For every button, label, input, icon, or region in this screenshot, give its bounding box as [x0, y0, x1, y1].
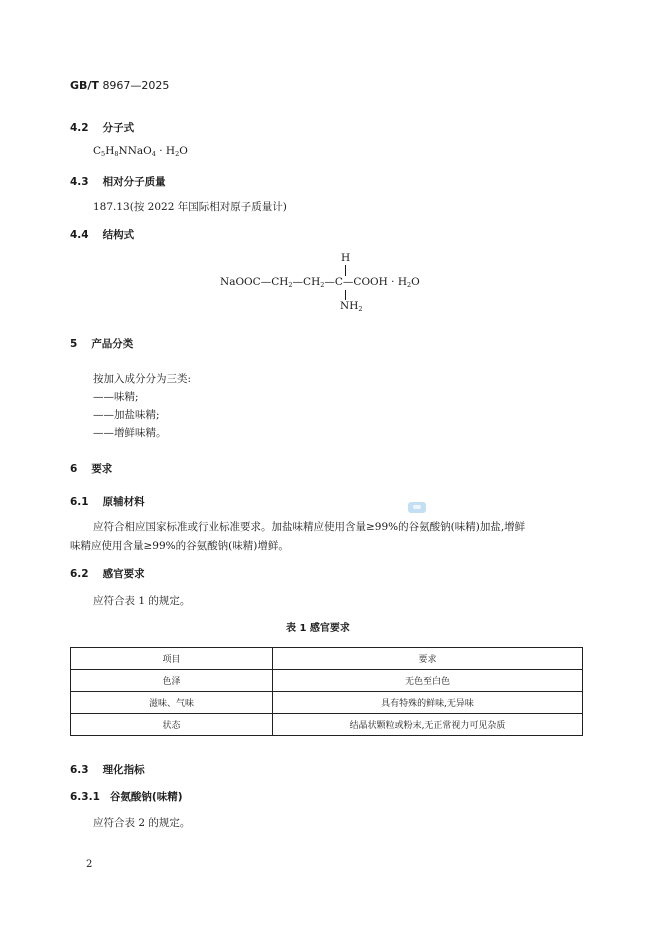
table-cell: 色泽	[71, 670, 273, 692]
raw-material-text-line2: 味精应使用含量≥99%的谷氨酸钠(味精)增鲜。	[70, 540, 289, 552]
table-cell: 无色至白色	[273, 670, 583, 692]
raw-material-text-line1: 应符合相应国家标准或行业标准要求。加盐味精应使用含量≥99%的谷氨酸钠(味精)加盐,增鲜	[93, 521, 526, 533]
table-row	[71, 670, 583, 692]
sensory-requirements-table	[70, 647, 583, 736]
table-row	[71, 692, 583, 714]
molecular-formula: $C_5H_8NNaO_4 \cdot H_2O$	[93, 145, 188, 158]
table-1-caption: 表 1 感官要求	[286, 623, 350, 634]
classification-item: ——味精;	[93, 391, 139, 403]
structure-top-atom: H	[341, 252, 351, 264]
section-6-2-heading: 6.2 感官要求	[70, 568, 145, 580]
table-header-cell: 项目	[71, 648, 273, 670]
classification-item: ——增鲜味精。	[93, 427, 167, 439]
standard-prefix: GB/T	[70, 79, 99, 92]
section-6-1-heading: 6.1 原辅材料	[70, 496, 145, 508]
table-cell: 结晶状颗粒或粉末,无正常视力可见杂质	[273, 714, 583, 736]
document-header	[70, 79, 169, 92]
msg-reference-text: 应符合表 2 的规定。	[93, 817, 191, 829]
sensory-reference-text: 应符合表 1 的规定。	[93, 595, 191, 607]
structure-bond-top	[345, 265, 346, 276]
classification-item: ——加盐味精;	[93, 409, 160, 421]
structure-bond-bottom	[345, 290, 346, 300]
section-6-heading: 6 要求	[70, 463, 113, 475]
table-cell: 具有特殊的鲜味,无异味	[273, 692, 583, 714]
watermark-logo	[408, 502, 426, 513]
table-row	[71, 714, 583, 736]
table-cell: 滋味、气味	[71, 692, 273, 714]
table-header-row	[71, 648, 583, 670]
page-number: 2	[86, 859, 93, 870]
section-6-3-heading: 6.3 理化指标	[70, 764, 145, 776]
standard-code: 8967—2025	[102, 79, 170, 92]
section-5-heading: 5 产品分类	[70, 338, 134, 350]
structure-bottom-atom: $NH_2$	[340, 300, 363, 313]
classification-intro: 按加入成分分为三类:	[93, 373, 192, 385]
molecular-mass-text: 187.13(按 2022 年国际相对原子质量计)	[93, 201, 287, 213]
section-6-3-1-heading: 6.3.1 谷氨酸钠(味精)	[70, 791, 183, 803]
section-4-2-heading: 4.2 分子式	[70, 122, 135, 134]
section-4-3-heading: 4.3 相对分子质量	[70, 176, 166, 188]
structure-chain: $NaOOC—CH_2—CH_2—C—COOH \cdot H_2O$	[220, 276, 420, 289]
section-4-4-heading: 4.4 结构式	[70, 229, 135, 241]
table-cell: 状态	[71, 714, 273, 736]
table-header-cell: 要求	[273, 648, 583, 670]
